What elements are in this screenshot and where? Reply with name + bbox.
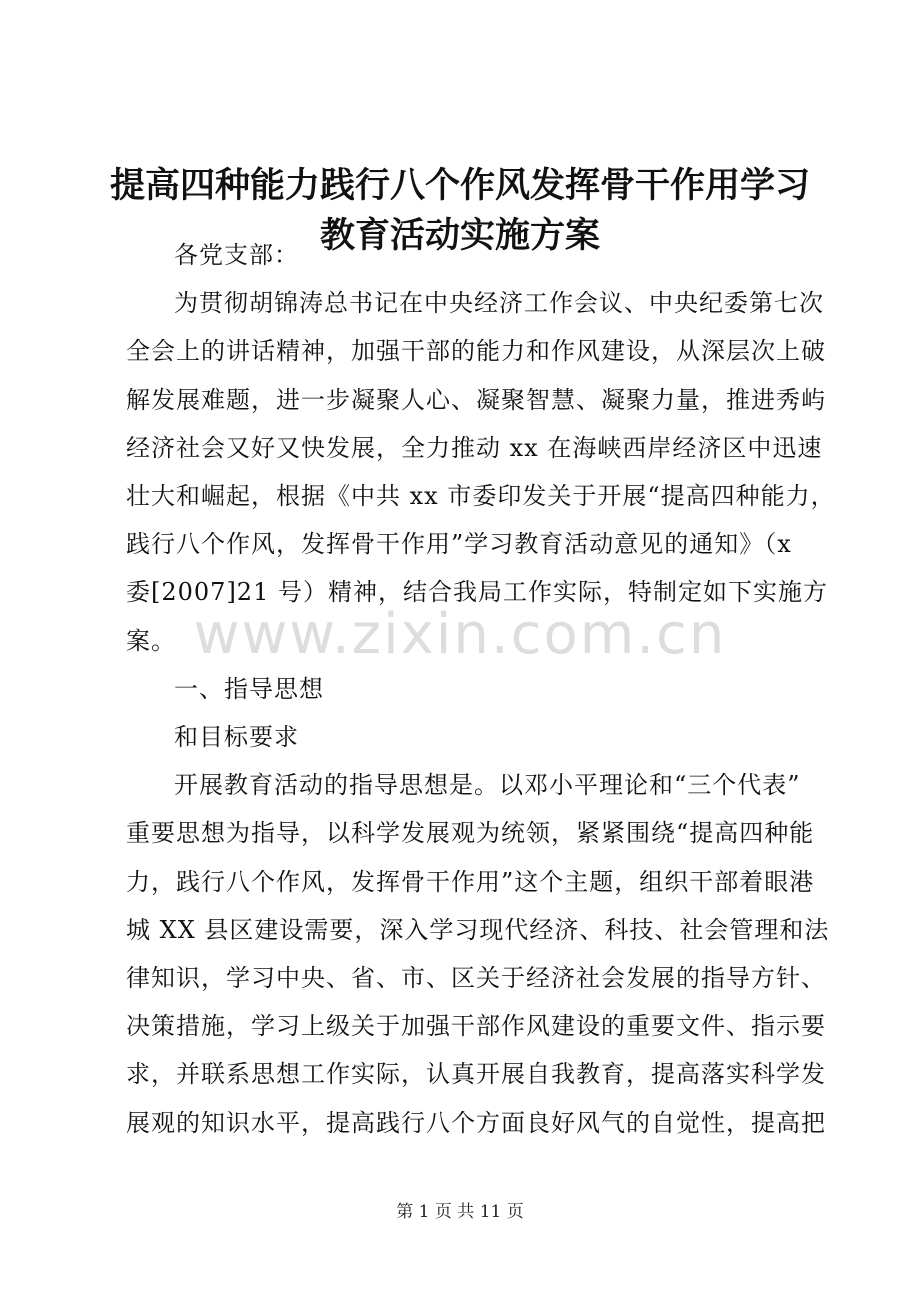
body-line: 和目标要求: [174, 723, 299, 751]
body-line: 解发展难题，进一步凝聚人心、凝聚智慧、凝聚力量，推进秀屿: [126, 386, 826, 414]
document-title-line-2: 教育活动实施方案: [319, 216, 600, 256]
body-line: 践行八个作风，发挥骨干作用”学习教育活动意见的通知》（x: [126, 530, 792, 558]
body-line: 为贯彻胡锦涛总书记在中央经济工作会议、中央纪委第七次: [174, 289, 824, 317]
body-line: 力，践行八个作风，发挥骨干作用”这个主题，组织干部着眼港: [126, 868, 815, 896]
body-line: 重要思想为指导，以科学发展观为统领，紧紧围绕“提高四种能: [126, 819, 815, 847]
body-line: 案。: [126, 627, 176, 655]
page-footer: 第 1 页 共 11 页: [396, 1202, 524, 1222]
body-line: 开展教育活动的指导思想是。以邓小平理论和“三个代表”: [174, 771, 801, 799]
body-line: 展观的知识水平，提高践行八个方面良好风气的自觉性，提高把: [126, 1109, 826, 1137]
document-title-line-1: 提高四种能力践行八个作风发挥骨干作用学习: [109, 166, 810, 206]
body-line: 城 XX 县区建设需要，深入学习现代经济、科技、社会管理和法: [126, 916, 830, 944]
body-line: 各党支部：: [174, 241, 299, 269]
body-line: 决策措施，学习上级关于加强干部作风建设的重要文件、指示要: [126, 1012, 826, 1040]
body-line: 经济社会又好又快发展，全力推动 xx 在海峡西岸经济区中迅速: [126, 434, 823, 462]
body-line: 委[2007]21 号）精神，结合我局工作实际，特制定如下实施方: [126, 578, 828, 606]
body-line: 求，并联系思想工作实际，认真开展自我教育，提高落实科学发: [126, 1060, 826, 1088]
body-line: 律知识，学习中央、省、市、区关于经济社会发展的指导方针、: [126, 964, 826, 992]
body-line: 全会上的讲话精神，加强干部的能力和作风建设，从深层次上破: [126, 337, 826, 365]
body-line: 一、指导思想: [174, 675, 324, 703]
watermark: www.zixin.com.cn: [193, 602, 727, 667]
body-line: 壮大和崛起，根据《中共 xx 市委印发关于开展“提高四种能力，: [126, 482, 836, 510]
